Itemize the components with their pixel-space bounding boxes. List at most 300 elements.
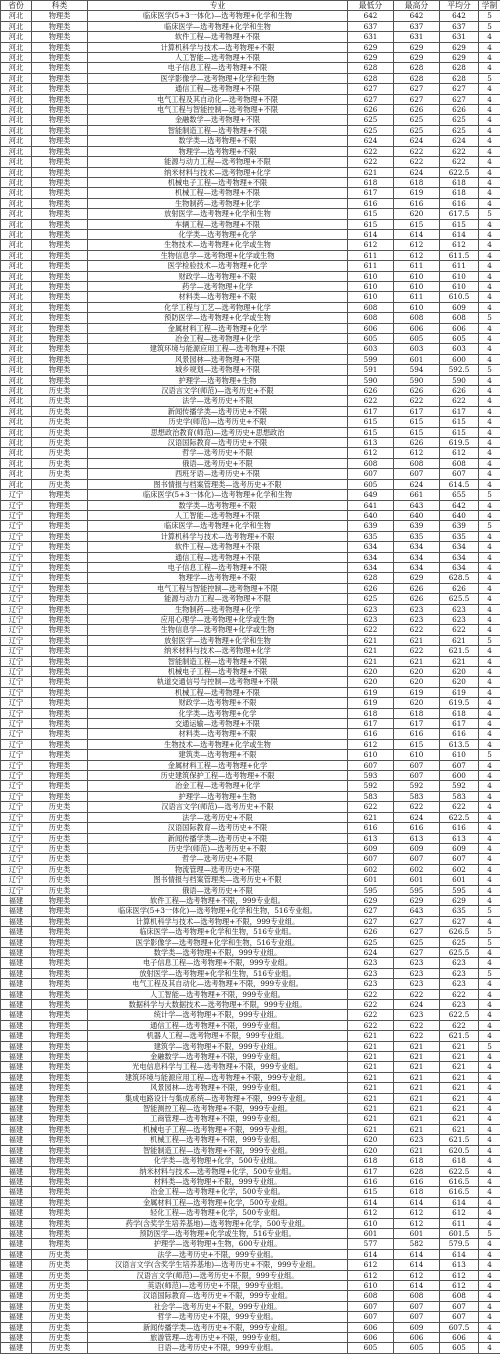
cell-years: 5: [479, 1041, 500, 1051]
cell-years: 4: [479, 1031, 500, 1041]
cell-years: 4: [479, 739, 500, 749]
cell-major: 人工智能—选考物理+不限: [88, 510, 348, 520]
cell-avg-score: 626: [440, 105, 479, 115]
cell-avg-score: 607: [440, 854, 479, 864]
cell-min-score: 622: [348, 146, 394, 156]
table-row: [1, 354, 500, 364]
cell-years: 4: [479, 614, 500, 624]
cell-province: 福建: [1, 1187, 32, 1197]
cell-category: 物理类: [32, 63, 88, 73]
cell-major: 汉语言文学(师范)—选考历史+不限: [88, 802, 348, 812]
cell-max-score: 621: [394, 1052, 440, 1062]
cell-max-score: 582: [394, 1239, 440, 1249]
cell-category: 物理类: [32, 542, 88, 552]
cell-category: 历史类: [32, 1291, 88, 1301]
cell-min-score: 611: [348, 250, 394, 260]
cell-province: 辽宁: [1, 510, 32, 520]
cell-min-score: 618: [348, 708, 394, 718]
cell-max-score: 618: [394, 177, 440, 187]
table-row: [1, 209, 500, 219]
cell-category: 历史类: [32, 864, 88, 874]
cell-years: 4: [479, 510, 500, 520]
cell-avg-score: 617: [440, 719, 479, 729]
cell-max-score: 627: [394, 947, 440, 957]
cell-avg-score: 592.5: [440, 365, 479, 375]
cell-years: 4: [479, 1010, 500, 1020]
cell-max-score: 611: [394, 261, 440, 271]
cell-max-score: 627: [394, 94, 440, 104]
cell-category: 物理类: [32, 708, 88, 718]
cell-category: 历史类: [32, 406, 88, 416]
cell-category: 物理类: [32, 1083, 88, 1093]
cell-years: 5: [479, 11, 500, 21]
table-row: [1, 1208, 500, 1218]
table-row: [1, 927, 500, 937]
table-row: [1, 1052, 500, 1062]
cell-category: 物理类: [32, 490, 88, 500]
table-row: [1, 1031, 500, 1041]
table-row: [1, 739, 500, 749]
cell-province: 福建: [1, 1010, 32, 1020]
cell-avg-score: 611.5: [440, 250, 479, 260]
cell-min-score: 618: [348, 1156, 394, 1166]
cell-major: 新闻传播学类—选考历史+不限，999专业组。: [88, 1322, 348, 1332]
cell-major: 电气工程及其自动化—选考物理+不限，999专业组。: [88, 979, 348, 989]
cell-max-score: 622: [394, 157, 440, 167]
cell-avg-score: 614.5: [440, 479, 479, 489]
cell-years: 4: [479, 895, 500, 905]
cell-max-score: 616: [394, 729, 440, 739]
cell-major: 冶金工程—选考物理+化学，500专业组。: [88, 1187, 348, 1197]
cell-category: 物理类: [32, 1093, 88, 1103]
cell-min-score: 616: [348, 198, 394, 208]
table-row: [1, 979, 500, 989]
cell-major: 软件工程—选考物理+不限，999专业组。: [88, 895, 348, 905]
cell-province: 辽宁: [1, 677, 32, 687]
table-row: [1, 375, 500, 385]
cell-max-score: 623: [394, 1010, 440, 1020]
cell-avg-score: 618: [440, 188, 479, 198]
cell-province: 福建: [1, 1166, 32, 1176]
cell-category: 物理类: [32, 94, 88, 104]
table-row: [1, 219, 500, 229]
cell-min-score: 610: [348, 750, 394, 760]
cell-avg-score: 608: [440, 1291, 479, 1301]
table-row: [1, 802, 500, 812]
cell-province: 辽宁: [1, 490, 32, 500]
table-row: [1, 1010, 500, 1020]
cell-avg-score: 621: [440, 656, 479, 666]
table-row: [1, 281, 500, 291]
cell-min-score: 620: [348, 667, 394, 677]
cell-avg-score: 642: [440, 11, 479, 21]
cell-category: 物理类: [32, 531, 88, 541]
cell-major: 日语—选考历史+不限，999专业组。: [88, 1343, 348, 1353]
cell-avg-score: 639: [440, 521, 479, 531]
cell-category: 物理类: [32, 656, 88, 666]
cell-avg-score: 590: [440, 375, 479, 385]
cell-min-score: 625: [348, 125, 394, 135]
cell-min-score: 621: [348, 1052, 394, 1062]
cell-avg-score: 623: [440, 614, 479, 624]
cell-major: 金融数学—选考物理+不限，999专业组。: [88, 1052, 348, 1062]
cell-avg-score: 610.5: [440, 292, 479, 302]
table-row: [1, 573, 500, 583]
cell-avg-score: 627: [440, 94, 479, 104]
table-row: [1, 614, 500, 624]
cell-max-score: 607: [394, 1312, 440, 1322]
cell-min-score: 635: [348, 531, 394, 541]
cell-province: 辽宁: [1, 781, 32, 791]
cell-major: 车辆工程—选考物理+不限: [88, 219, 348, 229]
cell-province: 河北: [1, 323, 32, 333]
cell-avg-score: 592: [440, 781, 479, 791]
cell-min-score: 627: [348, 916, 394, 926]
cell-major: 工商管理—选考物理+不限，999专业组。: [88, 1114, 348, 1124]
cell-min-score: 642: [348, 11, 394, 21]
cell-province: 福建: [1, 916, 32, 926]
cell-province: 福建: [1, 989, 32, 999]
cell-avg-score: 607: [440, 469, 479, 479]
cell-major: 财政学—选考物理+不限: [88, 271, 348, 281]
cell-avg-score: 621: [440, 1052, 479, 1062]
cell-category: 物理类: [32, 281, 88, 291]
table-row: [1, 125, 500, 135]
cell-avg-score: 634: [440, 562, 479, 572]
table-row: [1, 53, 500, 63]
cell-province: 福建: [1, 1135, 32, 1145]
cell-max-score: 629: [394, 42, 440, 52]
table-row: [1, 594, 500, 604]
cell-category: 物理类: [32, 354, 88, 364]
cell-min-score: 625: [348, 937, 394, 947]
table-row: [1, 667, 500, 677]
cell-category: 物理类: [32, 646, 88, 656]
cell-province: 福建: [1, 895, 32, 905]
cell-category: 物理类: [32, 1145, 88, 1155]
cell-category: 物理类: [32, 760, 88, 770]
cell-max-score: 624: [394, 167, 440, 177]
cell-avg-score: 621: [440, 1062, 479, 1072]
cell-max-score: 618: [394, 1187, 440, 1197]
cell-avg-score: 613.5: [440, 739, 479, 749]
cell-major: 汉语言文学(师范)—选考历史+不限，999专业组。: [88, 1270, 348, 1280]
cell-max-score: 608: [394, 1291, 440, 1301]
cell-province: 河北: [1, 365, 32, 375]
cell-max-score: 623: [394, 979, 440, 989]
cell-province: 辽宁: [1, 812, 32, 822]
cell-category: 物理类: [32, 313, 88, 323]
table-row: [1, 1197, 500, 1207]
cell-category: 物理类: [32, 323, 88, 333]
cell-province: 河北: [1, 125, 32, 135]
cell-avg-score: 622: [440, 146, 479, 156]
cell-category: 物理类: [32, 552, 88, 562]
table-row: [1, 313, 500, 323]
cell-category: 物理类: [32, 1176, 88, 1186]
cell-province: 福建: [1, 1072, 32, 1082]
cell-category: 物理类: [32, 334, 88, 344]
cell-category: 历史类: [32, 1249, 88, 1259]
cell-province: 河北: [1, 157, 32, 167]
cell-years: 4: [479, 1260, 500, 1270]
cell-avg-score: 603: [440, 344, 479, 354]
table-row: [1, 1322, 500, 1332]
cell-years: 5: [479, 365, 500, 375]
cell-max-score: 610: [394, 302, 440, 312]
cell-category: 物理类: [32, 73, 88, 83]
table-row: [1, 989, 500, 999]
cell-province: 河北: [1, 32, 32, 42]
cell-category: 物理类: [32, 198, 88, 208]
cell-min-score: 622: [348, 396, 394, 406]
cell-min-score: 617: [348, 406, 394, 416]
table-row: [1, 500, 500, 510]
cell-category: 物理类: [32, 729, 88, 739]
cell-province: 辽宁: [1, 843, 32, 853]
table-row: [1, 531, 500, 541]
cell-max-score: 626: [394, 386, 440, 396]
cell-years: 4: [479, 531, 500, 541]
cell-min-score: 611: [348, 261, 394, 271]
cell-min-score: 627: [348, 906, 394, 916]
cell-years: 4: [479, 1343, 500, 1353]
cell-years: 4: [479, 105, 500, 115]
cell-major: 数学类—选考物理+不限: [88, 500, 348, 510]
cell-major: 智能制造工程—选考物理+不限: [88, 125, 348, 135]
cell-category: 物理类: [32, 1114, 88, 1124]
cell-years: 4: [479, 1270, 500, 1280]
table-row: [1, 562, 500, 572]
cell-min-score: 637: [348, 21, 394, 31]
cell-min-score: 620: [348, 1145, 394, 1155]
cell-province: 辽宁: [1, 885, 32, 895]
cell-province: 福建: [1, 1124, 32, 1134]
cell-category: 物理类: [32, 521, 88, 531]
cell-province: 辽宁: [1, 646, 32, 656]
cell-avg-score: 607: [440, 760, 479, 770]
cell-years: 4: [479, 229, 500, 239]
cell-category: 物理类: [32, 157, 88, 167]
cell-province: 福建: [1, 979, 32, 989]
cell-category: 物理类: [32, 53, 88, 63]
cell-min-score: 610: [348, 281, 394, 291]
cell-max-score: 619: [394, 687, 440, 697]
cell-years: 4: [479, 32, 500, 42]
cell-years: 4: [479, 916, 500, 926]
table-row: [1, 469, 500, 479]
cell-max-score: 621: [394, 1145, 440, 1155]
cell-min-score: 625: [348, 594, 394, 604]
cell-years: 4: [479, 448, 500, 458]
cell-min-score: 620: [348, 1135, 394, 1145]
cell-max-score: 620: [394, 698, 440, 708]
cell-min-score: 614: [348, 1197, 394, 1207]
cell-years: 4: [479, 500, 500, 510]
cell-province: 福建: [1, 1270, 32, 1280]
cell-avg-score: 602: [440, 864, 479, 874]
cell-max-score: 626: [394, 105, 440, 115]
cell-major: 金属材料工程—选考物理+化学: [88, 323, 348, 333]
cell-years: 4: [479, 167, 500, 177]
cell-avg-score: 616: [440, 729, 479, 739]
cell-years: 4: [479, 875, 500, 885]
table-row: [1, 177, 500, 187]
cell-max-score: 622: [394, 146, 440, 156]
cell-max-score: 614: [394, 1280, 440, 1290]
cell-category: 物理类: [32, 698, 88, 708]
cell-avg-score: 618: [440, 177, 479, 187]
cell-max-score: 607: [394, 854, 440, 864]
cell-category: 物理类: [32, 927, 88, 937]
table-row: [1, 854, 500, 864]
cell-max-score: 618: [394, 708, 440, 718]
cell-province: 福建: [1, 1343, 32, 1353]
cell-province: 福建: [1, 1280, 32, 1290]
cell-max-score: 635: [394, 531, 440, 541]
cell-min-score: 621: [348, 1124, 394, 1134]
table-row: [1, 271, 500, 281]
cell-years: 4: [479, 406, 500, 416]
cell-max-score: 661: [394, 490, 440, 500]
cell-min-score: 592: [348, 781, 394, 791]
cell-province: 辽宁: [1, 604, 32, 614]
cell-years: 5: [479, 635, 500, 645]
cell-category: 物理类: [32, 1000, 88, 1010]
table-row: [1, 510, 500, 520]
cell-years: 4: [479, 791, 500, 801]
cell-province: 福建: [1, 1260, 32, 1270]
cell-province: 福建: [1, 1239, 32, 1249]
cell-province: 辽宁: [1, 625, 32, 635]
cell-province: 河北: [1, 177, 32, 187]
table-row: [1, 1249, 500, 1259]
table-row: [1, 1301, 500, 1311]
table-row: [1, 146, 500, 156]
cell-major: 历史学(师范)—选考历史+不限: [88, 843, 348, 853]
cell-category: 物理类: [32, 1104, 88, 1114]
cell-major: 护理学—选考物理+生物: [88, 791, 348, 801]
cell-category: 历史类: [32, 1260, 88, 1270]
table-row: [1, 105, 500, 115]
cell-province: 福建: [1, 1104, 32, 1114]
table-row: [1, 1156, 500, 1166]
cell-years: 4: [479, 562, 500, 572]
table-row: [1, 1145, 500, 1155]
cell-max-score: 609: [394, 843, 440, 853]
cell-province: 福建: [1, 1333, 32, 1343]
cell-major: 化学工程与工艺—选考物理+化学: [88, 302, 348, 312]
cell-min-score: 634: [348, 552, 394, 562]
cell-category: 物理类: [32, 1020, 88, 1030]
cell-province: 辽宁: [1, 521, 32, 531]
table-row: [1, 719, 500, 729]
cell-min-score: 617: [348, 188, 394, 198]
cell-min-score: 649: [348, 490, 394, 500]
cell-category: 物理类: [32, 146, 88, 156]
cell-min-score: 606: [348, 1322, 394, 1332]
cell-min-score: 641: [348, 500, 394, 510]
cell-major: 新闻传播学类—选考历史+不限: [88, 406, 348, 416]
cell-min-score: 610: [348, 1218, 394, 1228]
cell-max-score: 606: [394, 1333, 440, 1343]
cell-years: 5: [479, 21, 500, 31]
cell-min-score: 615: [348, 427, 394, 437]
cell-major: 电气工程与智能控制—选考物理+不限: [88, 583, 348, 593]
cell-years: 4: [479, 1249, 500, 1259]
table-row: [1, 760, 500, 770]
cell-major: 机械工程—选考物理+不限，999专业组。: [88, 1135, 348, 1145]
cell-avg-score: 614: [440, 1197, 479, 1207]
cell-province: 福建: [1, 927, 32, 937]
cell-years: 4: [479, 427, 500, 437]
cell-major: 机器人工程—选考物理+不限，999专业组。: [88, 1031, 348, 1041]
cell-max-score: 643: [394, 500, 440, 510]
table-row: [1, 406, 500, 416]
cell-major: 金属材料工程—选考物理+化学: [88, 760, 348, 770]
cell-max-score: 615: [394, 739, 440, 749]
cell-avg-score: 611: [440, 1218, 479, 1228]
cell-major: 风景园林—选考物理+不限，999专业组。: [88, 1083, 348, 1093]
cell-province: 河北: [1, 63, 32, 73]
cell-years: 4: [479, 781, 500, 791]
table-row: [1, 1176, 500, 1186]
cell-min-score: 607: [348, 469, 394, 479]
cell-max-score: 623: [394, 1135, 440, 1145]
table-row: [1, 1260, 500, 1270]
cell-category: 物理类: [32, 177, 88, 187]
cell-avg-score: 609: [440, 843, 479, 853]
cell-avg-score: 626.5: [440, 927, 479, 937]
cell-min-score: 621: [348, 1083, 394, 1093]
cell-major: 材料类—选考物理+不限，999专业组。: [88, 1176, 348, 1186]
cell-years: 4: [479, 188, 500, 198]
cell-years: 4: [479, 469, 500, 479]
cell-category: 物理类: [32, 781, 88, 791]
cell-avg-score: 622: [440, 157, 479, 167]
cell-avg-score: 628: [440, 73, 479, 83]
cell-years: 4: [479, 302, 500, 312]
cell-max-score: 634: [394, 562, 440, 572]
cell-province: 河北: [1, 417, 32, 427]
cell-major: 数学类—选考物理+不限: [88, 136, 348, 146]
table-row: [1, 1083, 500, 1093]
cell-category: 历史类: [32, 1301, 88, 1311]
cell-min-score: 608: [348, 302, 394, 312]
cell-avg-score: 625: [440, 125, 479, 135]
table-row: [1, 812, 500, 822]
cell-major: 机械工程—选考物理+不限: [88, 188, 348, 198]
cell-min-score: 618: [348, 177, 394, 187]
cell-category: 物理类: [32, 687, 88, 697]
cell-province: 辽宁: [1, 823, 32, 833]
cell-major: 预防医学—选考物理+化学或生物，516专业组。: [88, 1228, 348, 1238]
cell-min-score: 606: [348, 323, 394, 333]
cell-min-score: 601: [348, 875, 394, 885]
table-row: [1, 1124, 500, 1134]
cell-min-score: 621: [348, 646, 394, 656]
cell-min-score: 622: [348, 989, 394, 999]
cell-major: 应用心理学—选考物理+化学或生物: [88, 614, 348, 624]
cell-years: 4: [479, 438, 500, 448]
cell-category: 物理类: [32, 979, 88, 989]
cell-province: 辽宁: [1, 614, 32, 624]
cell-min-score: 621: [348, 1104, 394, 1114]
cell-major: 哲学—选考历史+不限: [88, 854, 348, 864]
cell-min-score: 628: [348, 73, 394, 83]
cell-category: 物理类: [32, 1218, 88, 1228]
cell-category: 物理类: [32, 937, 88, 947]
